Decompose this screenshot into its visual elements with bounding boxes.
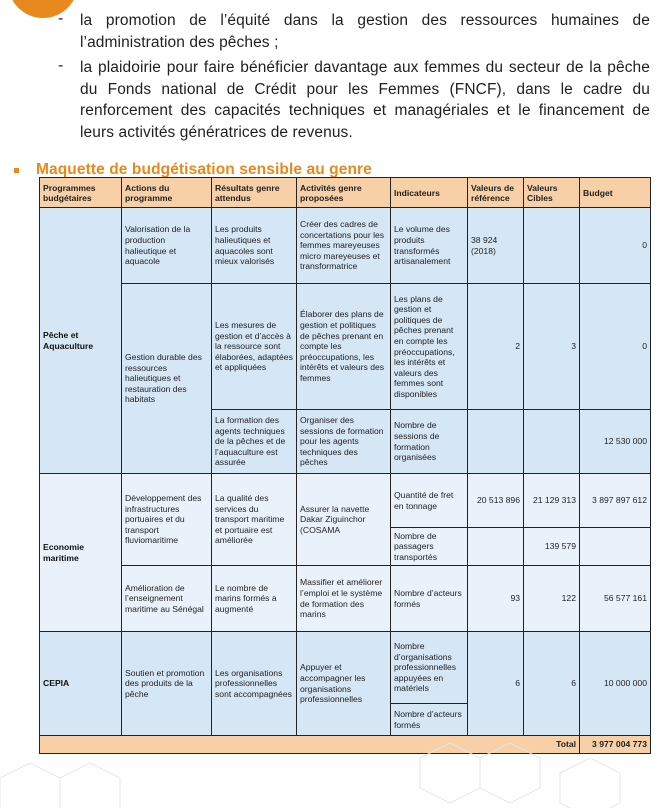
resultat-cell: Les organisations professionnelles sont accompagnées (212, 632, 297, 736)
action-cell: Valorisation de la production halieutique et aquacole (122, 208, 212, 284)
resultat-cell: La formation des agents techniques de la pêches et de l’aquaculture est assurée (212, 410, 297, 474)
indicateur-cell: Nombre d’organisations professionnelles appuyées en matériels (391, 632, 468, 704)
header-programmes: Programmes budgétaires (40, 178, 122, 208)
indicateur-cell: Nombre de passagers transportés (391, 528, 468, 566)
reference-cell: 38 924 (2018) (468, 208, 524, 284)
header-reference: Valeurs de référence (468, 178, 524, 208)
resultat-cell: Les produits halieutiques et aquacoles sont mieux valorisés (212, 208, 297, 284)
bullet-item-advocacy (58, 57, 650, 143)
total-label: Total (40, 736, 580, 754)
total-value: 3 977 004 773 (580, 736, 651, 754)
indicateur-cell: Les plans de gestion et politiques de pêches prenant en compte les préoccupations, les intérêts et valeurs des femmes sont disponibles (391, 284, 468, 410)
table-row (40, 566, 651, 632)
budget-cell: 12 530 000 (580, 410, 651, 474)
bullet-marker: - (58, 57, 64, 74)
bullet-item-equity (58, 10, 650, 53)
resultat-cell: Le nombre de marins formés a augmenté (212, 566, 297, 632)
table-header-row (40, 178, 651, 208)
activite-cell: Organiser des sessions de formation pour les agents techniques des pêches (297, 410, 391, 474)
action-cell: Développement des infrastructures portuaires et du transport fluviomaritime (122, 474, 212, 566)
bullet-text: la plaidoirie pour faire bénéficier davantage aux femmes du secteur de la pêche du Fonds national de Crédit pour les Femmes (FNCF), dans le cadre du renforcement des capacités techniques et managériales et le financement de leurs activités génératrices de revenus. (80, 59, 650, 141)
indicateur-cell: Quantité de fret en tonnage (391, 474, 468, 528)
indicateur-cell: Le volume des produits transformés artisanalement (391, 208, 468, 284)
indicateur-cell: Nombre d’acteurs formés (391, 704, 468, 736)
activite-cell: Élaborer des plans de gestion et politiques de pêches prenant en compte les préoccupations, les intérêts et valeurs des femmes (297, 284, 391, 410)
reference-cell (468, 410, 524, 474)
header-cibles: Valeurs Cibles (524, 178, 580, 208)
programme-cell: Economie maritime (40, 474, 122, 632)
header-actions: Actions du programme (122, 178, 212, 208)
table-row (40, 632, 651, 704)
bullet-list (58, 10, 650, 147)
budget-cell: 10 000 000 (580, 632, 651, 736)
cible-cell: 6 (524, 632, 580, 736)
header-indicateurs: Indicateurs (391, 178, 468, 208)
cible-cell: 139 579 (524, 528, 580, 566)
budget-table (39, 177, 651, 754)
cible-cell (524, 410, 580, 474)
activite-cell: Appuyer et accompagner les organisations professionnelles (297, 632, 391, 736)
budget-cell: 0 (580, 284, 651, 410)
activite-cell: Assurer la navette Dakar Ziguinchor (COSAMA (297, 474, 391, 566)
programme-cell: CEPIA (40, 632, 122, 736)
reference-cell: 6 (468, 632, 524, 736)
bullet-marker: - (58, 10, 64, 27)
budget-cell: 3 897 897 612 (580, 474, 651, 528)
action-cell: Gestion durable des ressources halieutiques et restauration des habitats (122, 284, 212, 474)
reference-cell (468, 528, 524, 566)
table-row (40, 208, 651, 284)
cible-cell (524, 208, 580, 284)
header-activites: Activités genre proposées (297, 178, 391, 208)
reference-cell: 20 513 896 (468, 474, 524, 528)
table-row (40, 284, 651, 410)
background-hex-pattern (0, 718, 671, 808)
budget-cell: 0 (580, 208, 651, 284)
table-row (40, 474, 651, 528)
cible-cell: 3 (524, 284, 580, 410)
indicateur-cell: Nombre d’acteurs formés (391, 566, 468, 632)
reference-cell: 2 (468, 284, 524, 410)
action-cell: Amélioration de l’enseignement maritime au Sénégal (122, 566, 212, 632)
resultat-cell: La qualité des services du transport maritime et portuaire est améliorée (212, 474, 297, 566)
activite-cell: Créer des cadres de concertations pour les femmes mareyeuses micro mareyeuses et transformatrice (297, 208, 391, 284)
indicateur-cell: Nombre de sessions de formation organisées (391, 410, 468, 474)
square-bullet-icon (14, 168, 19, 173)
bullet-text: la promotion de l’équité dans la gestion des ressources humaines de l’administration des pêches ; (80, 12, 650, 51)
section-title: Maquette de budgétisation sensible au genre (36, 161, 372, 178)
budget-cell: 56 577 161 (580, 566, 651, 632)
programme-cell: Pêche et Aquaculture (40, 208, 122, 474)
cible-cell: 122 (524, 566, 580, 632)
cible-cell: 21 129 313 (524, 474, 580, 528)
activite-cell: Massifier et améliorer l’emploi et le système de formation des marins (297, 566, 391, 632)
budget-cell (580, 528, 651, 566)
resultat-cell: Les mesures de gestion et d’accès à la ressource sont élaborées, adaptées et appliquées (212, 284, 297, 410)
action-cell: Soutien et promotion des produits de la pêche (122, 632, 212, 736)
reference-cell: 93 (468, 566, 524, 632)
header-budget: Budget (580, 178, 651, 208)
header-resultats: Résultats genre attendus (212, 178, 297, 208)
